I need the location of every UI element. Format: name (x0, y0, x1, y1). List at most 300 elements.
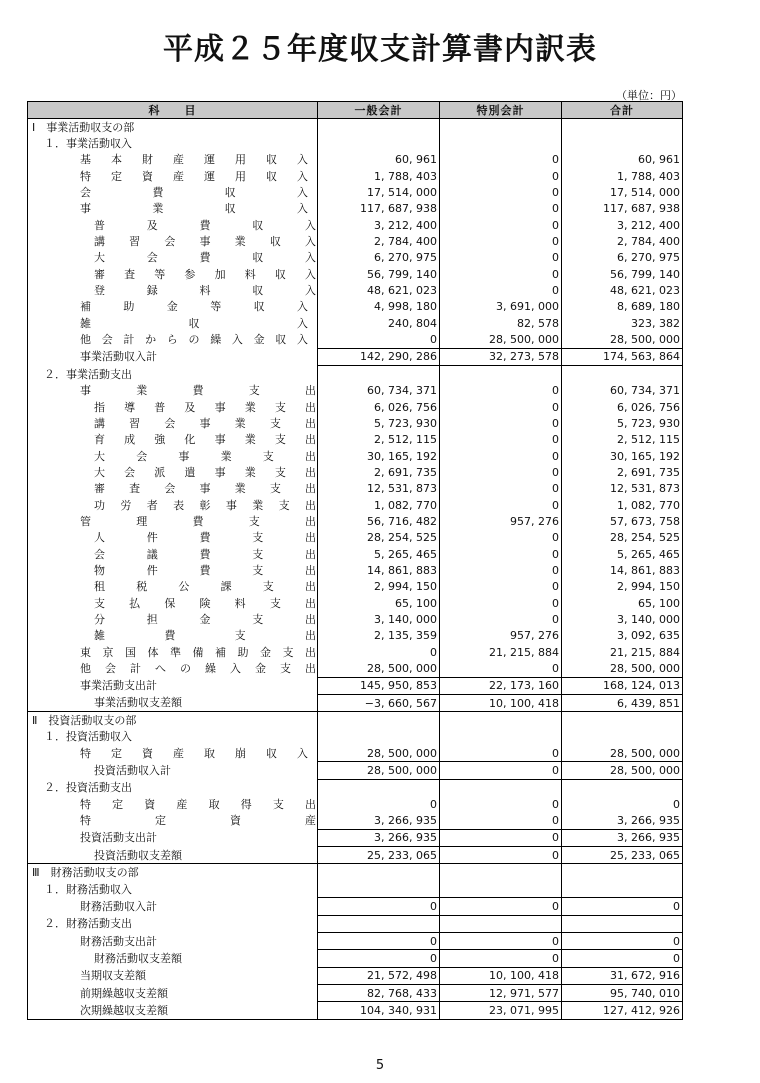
header-general: 一般会計 (318, 102, 440, 119)
special-account-cell: 0 (440, 812, 562, 829)
special-account-cell: 0 (440, 932, 562, 949)
row-label-text: 他会計への繰入金支出 (80, 662, 316, 676)
general-account-cell: 30, 165, 192 (318, 448, 440, 464)
special-account-cell: 0 (440, 898, 562, 915)
row-label-text: 大会事業支出 (94, 449, 316, 463)
general-account-cell: 2, 135, 359 (318, 628, 440, 644)
special-account-cell: 0 (440, 611, 562, 627)
row-label (28, 967, 318, 984)
general-account-cell: 5, 265, 465 (318, 546, 440, 562)
row-label (28, 712, 318, 729)
total-cell (562, 915, 683, 932)
total-cell (562, 779, 683, 796)
general-account-cell: 28, 254, 525 (318, 530, 440, 546)
table-row (28, 812, 683, 829)
general-account-cell: 5, 723, 930 (318, 415, 440, 431)
total-cell: 5, 723, 930 (562, 415, 683, 431)
special-account-cell: 22, 173, 160 (440, 677, 562, 694)
general-account-cell: 17, 514, 000 (318, 184, 440, 200)
special-account-cell (440, 712, 562, 729)
row-label (28, 432, 318, 448)
total-cell: 3, 092, 635 (562, 628, 683, 644)
row-label-text: ２．財務活動支出 (44, 917, 132, 931)
table-row (28, 513, 683, 529)
total-cell: 3, 266, 935 (562, 812, 683, 829)
row-label (28, 898, 318, 915)
special-account-cell: 0 (440, 399, 562, 415)
general-account-cell: 3, 212, 400 (318, 217, 440, 233)
total-cell: 30, 165, 192 (562, 448, 683, 464)
row-label-text: 次期繰越収支差額 (80, 1003, 168, 1017)
row-label (28, 1002, 318, 1019)
table-row (28, 695, 683, 712)
total-cell: 28, 500, 000 (562, 762, 683, 779)
table-row (28, 932, 683, 949)
total-cell: 57, 673, 758 (562, 513, 683, 529)
table-row (28, 1002, 683, 1019)
total-cell: 28, 254, 525 (562, 530, 683, 546)
general-account-cell: 4, 998, 180 (318, 299, 440, 315)
special-account-cell: 0 (440, 762, 562, 779)
row-label (28, 847, 318, 864)
table-row (28, 448, 683, 464)
row-label (28, 152, 318, 168)
special-account-cell: 0 (440, 950, 562, 967)
general-account-cell: 2, 512, 115 (318, 432, 440, 448)
row-label (28, 331, 318, 348)
total-cell: 25, 233, 065 (562, 847, 683, 864)
row-label-text: 財務活動支出計 (80, 934, 157, 948)
total-cell: 12, 531, 873 (562, 481, 683, 497)
total-cell: 2, 691, 735 (562, 464, 683, 480)
special-account-cell: 0 (440, 745, 562, 762)
table-row (28, 915, 683, 932)
special-account-cell: 957, 276 (440, 628, 562, 644)
special-account-cell: 10, 100, 418 (440, 695, 562, 712)
row-label-text: 投資活動支出計 (80, 831, 157, 845)
special-account-cell: 82, 578 (440, 315, 562, 331)
row-label-text: 事業収入 (80, 202, 308, 216)
special-account-cell (440, 366, 562, 383)
special-account-cell: 23, 071, 995 (440, 1002, 562, 1019)
total-cell (562, 881, 683, 898)
table-row (28, 497, 683, 513)
row-label-text: 他会計からの繰入金収入 (80, 333, 308, 347)
special-account-cell: 0 (440, 497, 562, 513)
row-label-text: 特定資産取得支出 (80, 797, 316, 811)
total-cell: 1, 788, 403 (562, 168, 683, 184)
general-account-cell: 142, 290, 286 (318, 348, 440, 365)
row-label (28, 464, 318, 480)
row-label-text: 登録料収入 (94, 284, 316, 298)
table-row (28, 579, 683, 595)
table-row (28, 967, 683, 984)
general-account-cell (318, 864, 440, 881)
header-item: 科 目 (28, 102, 318, 119)
row-label-text: 投資活動収支差額 (94, 848, 182, 862)
table-row (28, 864, 683, 881)
row-label-text: １．財務活動収入 (44, 882, 132, 896)
table-row (28, 464, 683, 480)
special-account-cell: 957, 276 (440, 513, 562, 529)
total-cell: 2, 994, 150 (562, 579, 683, 595)
table-row (28, 299, 683, 315)
special-account-cell (440, 881, 562, 898)
general-account-cell: 2, 994, 150 (318, 579, 440, 595)
row-label-text: 前期繰越収支差額 (80, 986, 168, 1000)
row-label-text: Ⅱ 投資活動収支の部 (32, 714, 137, 728)
general-account-cell (318, 135, 440, 151)
row-label-text: 雑費支出 (94, 629, 316, 643)
table-row (28, 152, 683, 168)
total-cell (562, 864, 683, 881)
table-row (28, 530, 683, 546)
general-account-cell: 60, 961 (318, 152, 440, 168)
table-row (28, 399, 683, 415)
total-cell: 60, 961 (562, 152, 683, 168)
table-row (28, 315, 683, 331)
row-label (28, 135, 318, 151)
general-account-cell: 25, 233, 065 (318, 847, 440, 864)
general-account-cell: 1, 082, 770 (318, 497, 440, 513)
row-label-text: 特定資産取崩収入 (80, 746, 308, 760)
special-account-cell: 0 (440, 464, 562, 480)
row-label (28, 299, 318, 315)
row-label (28, 201, 318, 217)
general-account-cell (318, 729, 440, 745)
general-account-cell: 60, 734, 371 (318, 383, 440, 399)
row-label-text: 投資活動収入計 (94, 764, 171, 778)
row-label (28, 415, 318, 431)
header-special: 特別会計 (440, 102, 562, 119)
row-label (28, 217, 318, 233)
general-account-cell: 28, 500, 000 (318, 745, 440, 762)
table-body (28, 119, 683, 1020)
row-label-text: 会費収入 (80, 186, 308, 200)
general-account-cell: 0 (318, 331, 440, 348)
special-account-cell: 0 (440, 233, 562, 249)
table-row (28, 729, 683, 745)
table-row (28, 644, 683, 660)
total-cell (562, 366, 683, 383)
total-cell: 28, 500, 000 (562, 660, 683, 677)
table-row (28, 779, 683, 796)
total-cell (562, 712, 683, 729)
total-cell: 2, 784, 400 (562, 233, 683, 249)
special-account-cell: 0 (440, 448, 562, 464)
row-label-text: 補助金等収入 (80, 300, 308, 314)
general-account-cell: 145, 950, 853 (318, 677, 440, 694)
row-label-text: 育成強化事業支出 (94, 433, 316, 447)
table-row (28, 217, 683, 233)
row-label (28, 184, 318, 200)
special-account-cell: 0 (440, 546, 562, 562)
row-label-text: 財務活動収支差額 (94, 951, 182, 965)
total-cell: 5, 265, 465 (562, 546, 683, 562)
special-account-cell: 12, 971, 577 (440, 984, 562, 1001)
row-label (28, 812, 318, 829)
row-label-text: 事業活動収入計 (80, 350, 157, 364)
table-row (28, 829, 683, 846)
special-account-cell: 0 (440, 530, 562, 546)
general-account-cell: 3, 266, 935 (318, 829, 440, 846)
row-label (28, 366, 318, 383)
table-row (28, 628, 683, 644)
total-cell: 168, 124, 013 (562, 677, 683, 694)
table-row (28, 432, 683, 448)
row-label-text: 大会派遣事業支出 (94, 465, 316, 479)
special-account-cell (440, 729, 562, 745)
row-label (28, 579, 318, 595)
row-label-text: 事業費支出 (80, 384, 316, 398)
general-account-cell: 65, 100 (318, 595, 440, 611)
special-account-cell: 0 (440, 796, 562, 812)
row-label (28, 315, 318, 331)
special-account-cell (440, 779, 562, 796)
special-account-cell: 0 (440, 201, 562, 217)
total-cell: 3, 140, 000 (562, 611, 683, 627)
row-label (28, 779, 318, 796)
table-row (28, 348, 683, 365)
row-label-text: Ⅲ 財務活動収支の部 (32, 866, 139, 880)
general-account-cell: 6, 270, 975 (318, 250, 440, 266)
special-account-cell: 0 (440, 250, 562, 266)
row-label (28, 932, 318, 949)
row-label-text: ２．投資活動支出 (44, 781, 132, 795)
table-row (28, 282, 683, 298)
total-cell: 0 (562, 950, 683, 967)
table-row (28, 796, 683, 812)
table-row (28, 762, 683, 779)
row-label-text: 基本財産運用収入 (80, 153, 308, 167)
general-account-cell: 48, 621, 023 (318, 282, 440, 298)
row-label (28, 915, 318, 932)
general-account-cell: 240, 804 (318, 315, 440, 331)
row-label (28, 695, 318, 712)
row-label (28, 383, 318, 399)
row-label (28, 497, 318, 513)
special-account-cell: 0 (440, 595, 562, 611)
special-account-cell: 0 (440, 168, 562, 184)
special-account-cell: 0 (440, 829, 562, 846)
table-row (28, 898, 683, 915)
table-row (28, 546, 683, 562)
page-number: 5 (375, 1058, 385, 1073)
row-label (28, 796, 318, 812)
total-cell: 6, 439, 851 (562, 695, 683, 712)
row-label (28, 530, 318, 546)
row-label (28, 233, 318, 249)
document-title: 平成２５年度収支計算書内訳表 (163, 32, 597, 67)
row-label-text: 物件費支出 (94, 563, 316, 577)
row-label (28, 481, 318, 497)
row-label-text: ２．事業活動支出 (44, 367, 132, 381)
row-label (28, 562, 318, 578)
special-account-cell: 0 (440, 481, 562, 497)
general-account-cell: 14, 861, 883 (318, 562, 440, 578)
general-account-cell (318, 915, 440, 932)
table-row (28, 250, 683, 266)
table-row (28, 415, 683, 431)
general-account-cell: 6, 026, 756 (318, 399, 440, 415)
row-label (28, 546, 318, 562)
general-account-cell (318, 366, 440, 383)
row-label (28, 119, 318, 136)
row-label-text: Ⅰ 事業活動収支の部 (32, 120, 135, 134)
row-label (28, 881, 318, 898)
table-row (28, 950, 683, 967)
table-row (28, 383, 683, 399)
row-label (28, 399, 318, 415)
general-account-cell (318, 779, 440, 796)
row-label (28, 829, 318, 846)
table-row (28, 331, 683, 348)
row-label (28, 628, 318, 644)
total-cell: 28, 500, 000 (562, 745, 683, 762)
row-label (28, 762, 318, 779)
row-label-text: 講習会事業収入 (94, 235, 316, 249)
row-label (28, 168, 318, 184)
general-account-cell: 0 (318, 898, 440, 915)
special-account-cell (440, 864, 562, 881)
row-label-text: 事業活動支出計 (80, 679, 157, 693)
total-cell: 323, 382 (562, 315, 683, 331)
total-cell: 1, 082, 770 (562, 497, 683, 513)
table-row (28, 712, 683, 729)
row-label-text: 支払保険料支出 (94, 596, 316, 610)
general-account-cell: 117, 687, 938 (318, 201, 440, 217)
special-account-cell: 0 (440, 847, 562, 864)
general-account-cell (318, 881, 440, 898)
unit-label: （単位：円） (616, 89, 682, 102)
row-label-text: 審査等参加料収入 (94, 267, 316, 281)
row-label (28, 513, 318, 529)
total-cell: 127, 412, 926 (562, 1002, 683, 1019)
general-account-cell: 3, 140, 000 (318, 611, 440, 627)
total-cell: 28, 500, 000 (562, 331, 683, 348)
total-cell: 31, 672, 916 (562, 967, 683, 984)
total-cell (562, 729, 683, 745)
row-label-text: 東京国体準備補助金支出 (80, 645, 316, 659)
table-row (28, 366, 683, 383)
table-row (28, 611, 683, 627)
row-label-text: 大会費収入 (94, 251, 316, 265)
special-account-cell: 0 (440, 184, 562, 200)
general-account-cell: 12, 531, 873 (318, 481, 440, 497)
special-account-cell (440, 119, 562, 136)
row-label (28, 864, 318, 881)
row-label-text: 管理費支出 (80, 514, 316, 528)
total-cell (562, 135, 683, 151)
table-row (28, 233, 683, 249)
total-cell: 95, 740, 010 (562, 984, 683, 1001)
row-label-text: 指導普及事業支出 (94, 400, 316, 414)
general-account-cell: 1, 788, 403 (318, 168, 440, 184)
row-label (28, 745, 318, 762)
total-cell: 17, 514, 000 (562, 184, 683, 200)
total-cell: 65, 100 (562, 595, 683, 611)
row-label (28, 448, 318, 464)
total-cell: 3, 266, 935 (562, 829, 683, 846)
table-row (28, 481, 683, 497)
row-label-text: 審査会事業支出 (94, 482, 316, 496)
total-cell: 8, 689, 180 (562, 299, 683, 315)
special-account-cell: 21, 215, 884 (440, 644, 562, 660)
total-cell: 117, 687, 938 (562, 201, 683, 217)
special-account-cell (440, 135, 562, 151)
table-row (28, 847, 683, 864)
total-cell: 0 (562, 898, 683, 915)
total-cell: 14, 861, 883 (562, 562, 683, 578)
general-account-cell: 56, 716, 482 (318, 513, 440, 529)
general-account-cell: 2, 691, 735 (318, 464, 440, 480)
total-cell: 6, 270, 975 (562, 250, 683, 266)
total-cell: 3, 212, 400 (562, 217, 683, 233)
general-account-cell: 0 (318, 644, 440, 660)
general-account-cell: 82, 768, 433 (318, 984, 440, 1001)
special-account-cell: 0 (440, 266, 562, 282)
special-account-cell: 0 (440, 383, 562, 399)
row-label-text: １．投資活動収入 (44, 730, 132, 744)
row-label (28, 266, 318, 282)
total-cell: 60, 734, 371 (562, 383, 683, 399)
total-cell: 0 (562, 796, 683, 812)
row-label-text: 事業活動収支差額 (94, 696, 182, 710)
row-label (28, 677, 318, 694)
table-row (28, 745, 683, 762)
special-account-cell: 28, 500, 000 (440, 331, 562, 348)
special-account-cell: 10, 100, 418 (440, 967, 562, 984)
row-label (28, 644, 318, 660)
row-label (28, 282, 318, 298)
row-label (28, 595, 318, 611)
total-cell: 56, 799, 140 (562, 266, 683, 282)
row-label-text: 普及費収入 (94, 218, 316, 232)
special-account-cell: 0 (440, 152, 562, 168)
row-label-text: 雑収入 (80, 316, 308, 330)
table-row (28, 984, 683, 1001)
table-row (28, 135, 683, 151)
general-account-cell: 3, 266, 935 (318, 812, 440, 829)
general-account-cell (318, 119, 440, 136)
general-account-cell: 0 (318, 932, 440, 949)
table-row (28, 677, 683, 694)
general-account-cell: 0 (318, 796, 440, 812)
row-label-text: 財務活動収入計 (80, 899, 157, 913)
special-account-cell: 0 (440, 579, 562, 595)
row-label-text: 当期収支差額 (80, 969, 146, 983)
special-account-cell: 0 (440, 432, 562, 448)
special-account-cell: 0 (440, 415, 562, 431)
row-label-text: 会議費支出 (94, 547, 316, 561)
table-row (28, 119, 683, 136)
row-label-text: 特定資産 (80, 814, 316, 828)
row-label-text: 功労者表彰事業支出 (94, 498, 316, 512)
general-account-cell: −3, 660, 567 (318, 695, 440, 712)
total-cell: 48, 621, 023 (562, 282, 683, 298)
row-label-text: 特定資産運用収入 (80, 169, 308, 183)
table-row (28, 595, 683, 611)
special-account-cell: 0 (440, 660, 562, 677)
total-cell: 21, 215, 884 (562, 644, 683, 660)
general-account-cell: 28, 500, 000 (318, 762, 440, 779)
budget-table (27, 101, 683, 1020)
general-account-cell: 2, 784, 400 (318, 233, 440, 249)
general-account-cell: 28, 500, 000 (318, 660, 440, 677)
row-label (28, 348, 318, 365)
row-label (28, 950, 318, 967)
table-row (28, 201, 683, 217)
